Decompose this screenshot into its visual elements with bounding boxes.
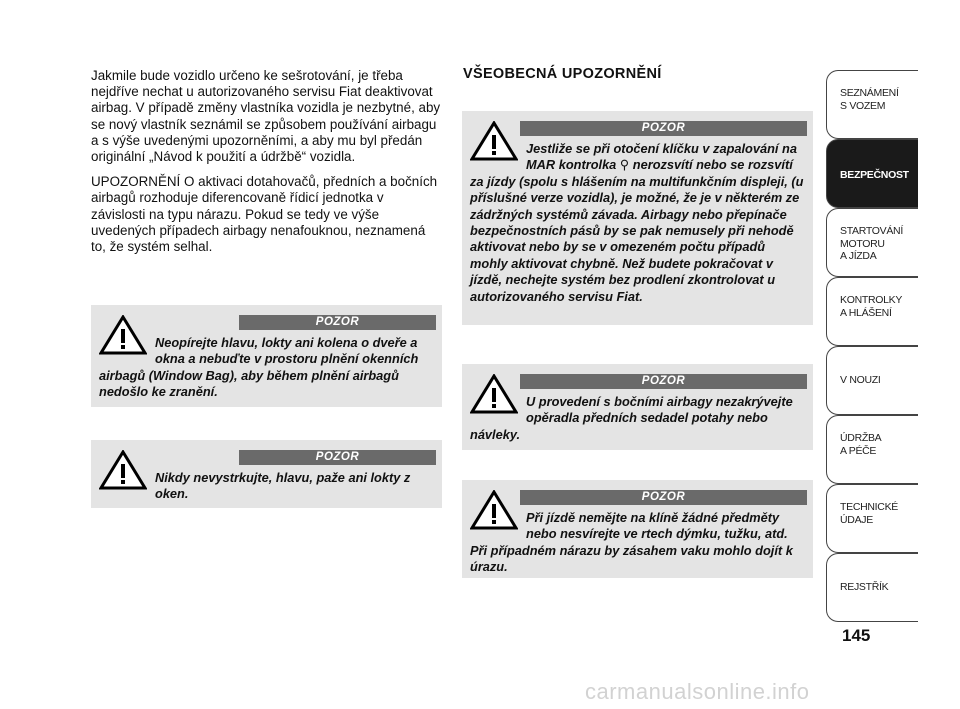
warning-box-3 — [462, 111, 813, 325]
intro-paragraph-2: UPOZORNĚNÍ O aktivaci dotahovačů, předních a bočních airbagů rozhoduje diferencovaně řídicí jednotka v závislosti na typu nárazu. Pokud se tedy ve výše uvedených případech airbagy nenafouknou, neznamená to, že systém selhal. — [91, 174, 438, 255]
section-heading: VŠEOBECNÁ UPOZORNĚNÍ — [463, 66, 662, 82]
page-number: 145 — [842, 626, 871, 645]
tab-startovani[interactable] — [826, 208, 918, 277]
tab-label: REJSTŘÍK — [840, 581, 889, 593]
tab-label: SEZNÁMENÍ — [840, 87, 899, 99]
warning-text: Nikdy nevystrkujte, hlavu, paže ani lokty z oken. — [155, 470, 411, 502]
tab-rejstrik[interactable] — [826, 553, 918, 622]
tab-technicke-udaje[interactable] — [826, 484, 918, 553]
warning-box-1 — [91, 305, 442, 407]
tab-kontrolky[interactable] — [826, 277, 918, 346]
chapter-tabs — [826, 70, 918, 622]
tab-v-nouzi[interactable] — [826, 346, 918, 415]
warning-label: POZOR — [520, 121, 807, 136]
tab-bezpecnost[interactable] — [826, 139, 918, 208]
warning-text: Při jízdě nemějte na klíně žádné předměty nebo nesvírejte ve rtech dýmku, tužku, atd. Při případném nárazu by zásahem vaku mohlo dojít k úrazu. — [470, 510, 793, 575]
intro-text — [91, 68, 441, 264]
warning-triangle-icon — [99, 315, 147, 355]
warning-label: POZOR — [520, 490, 807, 505]
tab-label: MOTORU — [840, 237, 885, 250]
warning-box-4 — [462, 364, 813, 450]
tab-label: V NOUZI — [840, 374, 881, 386]
warning-triangle-icon — [470, 490, 518, 530]
warning-triangle-icon — [470, 121, 518, 161]
warning-label: POZOR — [520, 374, 807, 389]
tab-label: STARTOVÁNÍ — [840, 225, 903, 237]
warning-text: Neopírejte hlavu, lokty ani kolena o dveře a okna a nebuďte v prostoru plnění okenních airbagů (Window Bag), aby během plnění airbagů nedošlo ke zranění. — [99, 335, 419, 400]
tab-label: A PÉČE — [840, 444, 877, 457]
tab-label: ÚDAJE — [840, 513, 873, 526]
warning-triangle-icon — [99, 450, 147, 490]
tab-udrzba[interactable] — [826, 415, 918, 484]
intro-paragraph-1: Jakmile bude vozidlo určeno ke sešrotování, je třeba nejdříve nechat u autorizovaného servisu Fiat deaktivovat airbag. V případě změny vlastníka vozidla je nezbytné, aby se nový vlastník seznámil se způsobem používání airbagu a s výše uvedenými upozorněními, a aby mu byl předán originální „Návod k použití a údržbě“ vozidla. — [91, 68, 441, 165]
tab-seznameni[interactable] — [826, 70, 918, 139]
warning-text: Jestliže se při otočení klíčku v zapalování na MAR kontrolka ⚲ nerozsvítí nebo se rozsvítí za jízdy (spolu s hlášením na multifunkčním displeji, (u příslušné verze vozidla), je možné, že je v některém ze zádržných systémů závada. Airbagy nebo přepínače bezpečnostních pásů by se pak nemusely při nehodě aktivovat nebo by se v omezeném počtu případů mohly aktivovat chybně. Než budete pokračovat v jízdě, nechejte systém bez prodlení zkontrolovat u autorizovaného servisu Fiat. — [470, 141, 804, 304]
warning-triangle-icon — [470, 374, 518, 414]
watermark: carmanualsonline.info — [585, 679, 810, 704]
warning-label: POZOR — [239, 450, 436, 465]
tab-label: TECHNICKÉ — [840, 501, 898, 513]
tab-label: KONTROLKY — [840, 294, 903, 306]
tab-label: A HLÁŠENÍ — [840, 306, 892, 319]
warning-text: U provedení s bočními airbagy nezakrývejte opěradla předních sedadel potahy nebo návleky. — [470, 394, 793, 442]
tab-label: S VOZEM — [840, 99, 886, 112]
tab-label: A JÍZDA — [840, 250, 877, 262]
tab-label: ÚDRŽBA — [840, 432, 882, 444]
tab-label: BEZPEČNOST — [840, 169, 909, 181]
warning-label: POZOR — [239, 315, 436, 330]
warning-box-5 — [462, 480, 813, 578]
warning-box-2 — [91, 440, 442, 508]
